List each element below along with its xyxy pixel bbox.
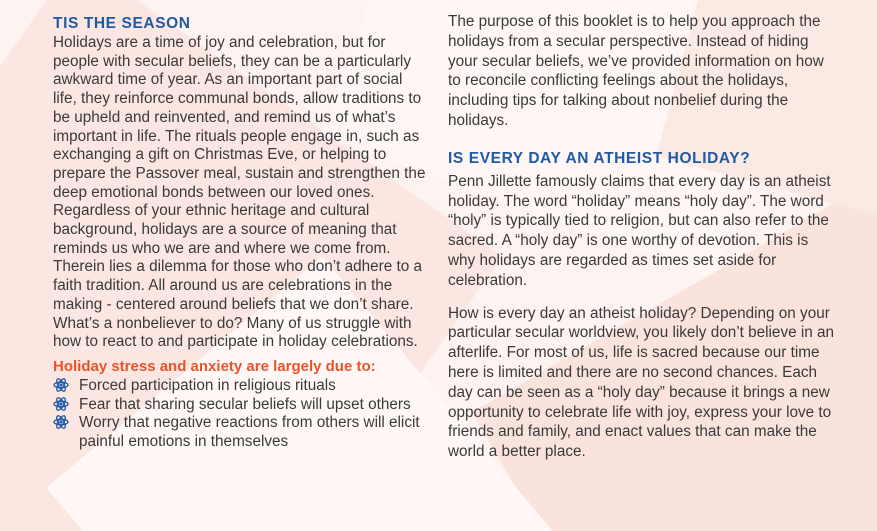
- atom-icon: [53, 377, 69, 393]
- stress-list: [53, 377, 428, 452]
- atheist-holiday-paragraph-2: How is every day an atheist holiday? Depending on your particular secular worldview, you likely don’t believe in an afterlife. For most of us, life is sacred because our time here is limited and there are no second chances. Each day can be seen as a “holy day” because it brings a new opportunity to celebrate life with joy, express your love to friends and family, and enact values that can make the world a better place.: [448, 304, 835, 461]
- section-heading-atheist-holiday: IS EVERY DAY AN ATHEIST HOLIDAY?: [448, 149, 751, 167]
- list-item: [53, 377, 428, 396]
- section-heading-season: TIS THE SEASON: [53, 15, 191, 32]
- atheist-holiday-paragraph-1: Penn Jillette famously claims that every day is an atheist holiday. The word “holiday” means “holy day”. The word “holy” is typically tied to religion, but can also refer to the sacred. A “holy day” is one worthy of devotion. This is why holidays are regarded as times set aside for celebration.: [448, 172, 831, 289]
- list-item-text: Fear that sharing secular beliefs will upset others: [79, 395, 411, 413]
- list-item-text: Worry that negative reactions from others will elicit painful emotions in themselves: [79, 414, 420, 451]
- atom-icon: [53, 414, 69, 430]
- booklet-purpose-text: The purpose of this booklet is to help you approach the holidays from a secular perspective. Instead of hiding your secular beliefs, we’ve provided information on how to reconcile conflicting feelings about the holidays, including tips for talking about nonbelief during the holidays.: [448, 13, 824, 129]
- list-item-text: Forced participation in religious rituals: [79, 376, 336, 394]
- season-body-text: Holidays are a time of joy and celebration, but for people with secular beliefs, they can be a particularly awkward time of year. As an important part of social life, they reinforce communal bonds, allow traditions to be upheld and reinvented, and remind us of what’s important in life. The rituals people engage in, such as exchanging a gift on Christmas Eve, or helping to prepare the Passover meal, sustain and strengthen the deep emotional bonds between our loved ones. Regardless of your ethnic heritage and cultural background, holidays are a source of meaning that reminds us who we are and where we come from. Therein lies a dilemma for those who don’t adhere to a faith tradition. All around us are celebrations in the making - centered around beliefs that we don’t share. What’s a nonbeliever to do? Many of us struggle with how to react to and participate in holiday celebrations.: [53, 34, 426, 351]
- list-item: [53, 396, 428, 415]
- left-column: [53, 14, 428, 452]
- right-column: [448, 12, 838, 462]
- list-item: [53, 414, 428, 451]
- stress-subheading: Holiday stress and anxiety are largely due to:: [53, 357, 376, 375]
- atom-icon: [53, 396, 69, 412]
